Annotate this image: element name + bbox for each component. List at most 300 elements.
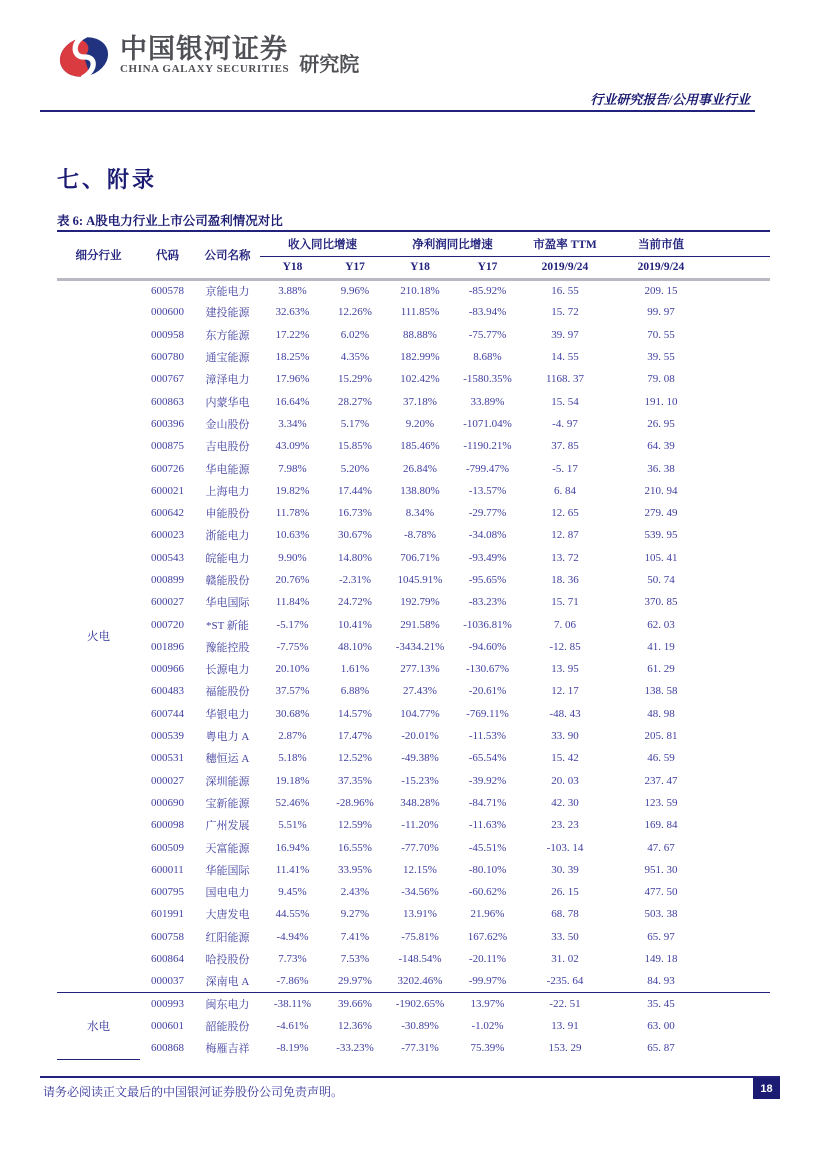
rev-y17-cell: 14.57% [338, 707, 372, 720]
rev-y18-cell: 3.34% [278, 417, 307, 430]
prof-y17-cell: -130.67% [465, 663, 510, 676]
prof-y18-cell: 277.13% [400, 663, 440, 676]
table-row [57, 636, 770, 658]
table-row [57, 859, 770, 881]
table-row [57, 703, 770, 725]
code-cell: 001896 [151, 640, 184, 653]
rev-y17-cell: -2.31% [338, 574, 372, 586]
table-row [57, 1037, 770, 1059]
galaxy-swirl-logo-icon [56, 26, 112, 88]
cap-cell: 539. 95 [644, 529, 678, 542]
pe-cell: 15. 71 [551, 596, 579, 609]
cap-cell: 61. 29 [647, 663, 675, 676]
rev-y17-cell: -28.96% [336, 796, 374, 809]
prof-y18-cell: -15.23% [401, 774, 439, 787]
table-caption: 表 6: A股电力行业上市公司盈利情况对比 [57, 214, 283, 228]
table-row [57, 301, 770, 323]
cap-cell: 65. 87 [647, 1042, 675, 1055]
table-row [57, 435, 770, 457]
pe-cell: 33. 50 [551, 930, 579, 943]
table-row [57, 457, 770, 479]
rev-y17-cell: -33.23% [336, 1042, 374, 1055]
pe-cell: 14. 55 [551, 351, 579, 364]
name-cell: 福能股份 [205, 686, 250, 699]
prof-y17-cell: -1071.04% [463, 417, 512, 430]
cap-cell: 191. 10 [644, 395, 678, 408]
code-cell: 000966 [151, 663, 184, 676]
table-row [57, 658, 770, 680]
rev-y18-cell: 17.96% [275, 373, 310, 386]
prof-y17-cell: -799.47% [465, 462, 510, 475]
header-brand [56, 26, 359, 88]
code-cell: 600744 [151, 707, 184, 720]
prof-y18-cell: 192.79% [400, 596, 440, 609]
rev-y17-cell: 29.97% [338, 975, 372, 988]
prof-y17-cell: 75.39% [470, 1042, 505, 1055]
rev-y18-cell: -38.11% [260, 993, 325, 1015]
prof-y18-cell: 291.58% [400, 618, 440, 631]
code-cell: 600726 [151, 462, 184, 475]
pe-cell: 31. 02 [551, 953, 579, 966]
page-number-badge: 18 [753, 1078, 780, 1099]
code-cell: 000027 [151, 774, 184, 787]
prof-y17-cell: -94.60% [468, 640, 507, 653]
cap-cell: 70. 55 [647, 328, 675, 341]
prof-y17-cell: -1.02% [471, 1019, 504, 1032]
rev-y17-cell: 37.35% [338, 774, 372, 787]
col-group-profit-growth: 净利润同比增速 [385, 231, 520, 256]
prof-y17-cell: -20.61% [468, 685, 507, 698]
pe-cell: -4. 97 [552, 417, 578, 430]
rev-y18-cell: 11.84% [275, 596, 310, 609]
table-row [57, 413, 770, 435]
name-cell: 赣能股份 [205, 575, 250, 587]
cap-cell: 39. 55 [647, 351, 675, 364]
table-row [57, 524, 770, 546]
code-cell: 600011 [151, 863, 184, 876]
prof-y17-cell: -65.54% [468, 752, 507, 765]
name-cell: 东方能源 [205, 329, 250, 342]
rev-y18-cell: 16.94% [275, 841, 310, 854]
pe-cell: 15. 42 [551, 752, 579, 765]
rev-y18-cell: 30.68% [275, 707, 310, 720]
prof-y18-cell: 13.91% [403, 908, 437, 921]
pe-cell: 39. 97 [551, 328, 579, 341]
name-cell: 闽东电力 [195, 993, 260, 1015]
pe-cell: 26. 15 [551, 886, 579, 899]
name-cell: 华电能源 [205, 463, 250, 476]
rev-y17-cell: 9.27% [340, 908, 370, 921]
prof-y18-cell: -75.81% [401, 930, 439, 943]
rev-y17-cell: 12.36% [338, 1019, 372, 1032]
rev-y17-cell: 7.41% [340, 930, 370, 943]
prof-y17-cell: -80.10% [468, 863, 507, 876]
rev-y17-cell: 12.59% [338, 819, 372, 832]
prof-y17-cell: -1580.35% [463, 373, 512, 386]
table-row [57, 970, 770, 992]
cap-cell: 210. 94 [644, 484, 678, 497]
rev-y17-cell: 9.96% [340, 284, 370, 297]
pe-cell: 12. 65 [551, 507, 579, 520]
cap-cell: 138. 58 [644, 685, 678, 698]
cap-cell: 50. 74 [647, 574, 675, 586]
cap-cell: 477. 50 [644, 886, 678, 899]
cap-cell: 65. 97 [647, 930, 675, 943]
rev-y17-cell: 30.67% [338, 529, 372, 542]
table-row [57, 993, 770, 1015]
name-cell: 华电国际 [205, 597, 250, 610]
table-row [57, 502, 770, 524]
report-type-label: 行业研究报告/公用事业行业 [590, 92, 750, 107]
pe-cell: 16. 55 [551, 284, 579, 297]
name-cell: 广州发展 [205, 820, 250, 833]
rev-y18-cell: 11.41% [275, 863, 310, 876]
code-cell: 600021 [151, 484, 184, 497]
prof-y17-cell: 33.89% [470, 395, 505, 408]
cap-cell: 36. 38 [647, 462, 675, 475]
prof-y17-cell: -45.51% [468, 841, 507, 854]
prof-y17-cell: -85.92% [468, 284, 507, 297]
prof-y17-cell: -34.08% [468, 529, 507, 542]
code-cell: 600642 [151, 507, 184, 520]
cap-cell: 370. 85 [644, 596, 678, 609]
disclaimer-text: 请务必阅读正文最后的中国银河证券股份公司免责声明。 [43, 1085, 344, 1099]
code-cell: 600868 [151, 1042, 184, 1055]
prof-y17-cell: -13.57% [468, 484, 507, 497]
table-row [57, 770, 770, 792]
prof-y18-cell: -34.56% [401, 886, 439, 899]
prof-y17-cell: -84.71% [468, 796, 507, 809]
profit-comparison-table [57, 230, 770, 1060]
pe-cell: 7. 06 [554, 618, 576, 631]
brand-name-cn: 中国银河证券 [120, 34, 288, 64]
cap-cell: 48. 98 [647, 707, 675, 720]
table-row [57, 368, 770, 390]
cap-cell: 169. 84 [644, 819, 678, 832]
rev-y17-cell: 4.35% [340, 351, 370, 364]
rev-y18-cell: -7.86% [276, 975, 309, 988]
prof-y17-cell: -83.94% [468, 306, 507, 319]
cap-cell: 105. 41 [644, 551, 678, 564]
pe-cell: 12. 87 [551, 529, 579, 542]
cap-cell: 79. 08 [647, 373, 675, 386]
name-cell: 申能股份 [205, 508, 250, 521]
table-row [57, 279, 770, 301]
prof-y18-cell: 12.15% [403, 863, 437, 876]
name-cell: 通宝能源 [205, 352, 250, 365]
pe-cell: 13. 91 [551, 1019, 579, 1032]
prof-y17-cell: 167.62% [467, 930, 508, 943]
name-cell: 红阳能源 [205, 931, 250, 944]
prof-y18-cell: -30.89% [401, 1019, 439, 1032]
code-cell: 000690 [151, 796, 184, 809]
prof-y17-cell: -20.11% [468, 953, 507, 966]
header-divider [40, 110, 755, 112]
rev-y17-cell: 48.10% [338, 640, 372, 653]
cap-cell: 63. 00 [647, 1019, 675, 1032]
table-row [57, 881, 770, 903]
name-cell: 深南电 A [205, 976, 250, 989]
cap-cell: 99. 97 [647, 306, 675, 319]
rev-y18-cell: 32.63% [275, 306, 310, 319]
pe-cell: 153. 29 [548, 1042, 582, 1055]
pe-cell: 12. 17 [551, 685, 579, 698]
prof-y17-cell: -60.62% [468, 886, 507, 899]
table-row [57, 613, 770, 635]
prof-y18-cell: -11.20% [401, 819, 439, 832]
name-cell: 华银电力 [205, 708, 250, 721]
brand-name-en: CHINA GALAXY SECURITIES [120, 63, 290, 76]
prof-y18-cell: 37.18% [403, 395, 437, 408]
col-header-name: 公司名称 [195, 231, 260, 279]
prof-y17-cell: 13.97% [455, 993, 520, 1015]
code-cell: 600027 [151, 596, 184, 609]
prof-y17-cell: -1036.81% [463, 618, 512, 631]
section-title: 七、附录 [57, 167, 158, 192]
code-cell: 600483 [151, 685, 184, 698]
subheader-prof-y17: Y17 [455, 256, 520, 279]
pe-cell: 15. 54 [551, 395, 579, 408]
table-row [57, 747, 770, 769]
name-cell: 建投能源 [205, 307, 250, 320]
cap-cell: 35. 45 [610, 993, 770, 1015]
subheader-cap-date: 2019/9/24 [610, 256, 770, 279]
prof-y17-cell: -83.23% [468, 596, 507, 609]
name-cell: 天富能源 [205, 842, 250, 855]
code-cell: 000601 [151, 1019, 184, 1032]
subheader-rev-y17: Y17 [325, 256, 385, 279]
code-cell: 600578 [151, 284, 184, 297]
rev-y17-cell: 12.26% [338, 306, 372, 319]
pe-cell: 42. 30 [551, 796, 579, 809]
name-cell: 豫能控股 [205, 641, 250, 654]
rev-y18-cell: 7.98% [278, 462, 307, 475]
rev-y18-cell: 9.90% [278, 551, 307, 564]
prof-y18-cell: -1902.65% [385, 993, 455, 1015]
code-cell: 600780 [151, 351, 184, 364]
rev-y18-cell: 16.64% [275, 395, 310, 408]
rev-y18-cell: 19.18% [275, 774, 310, 787]
rev-y17-cell: 5.17% [340, 417, 370, 430]
rev-y17-cell: 16.73% [338, 507, 372, 520]
code-cell: 000037 [151, 975, 184, 988]
name-cell: 国电电力 [205, 887, 250, 900]
prof-y17-cell: -1190.21% [463, 440, 512, 453]
name-cell: 浙能电力 [205, 530, 250, 543]
subheader-pe-date: 2019/9/24 [520, 256, 610, 279]
rev-y18-cell: -7.75% [276, 640, 309, 653]
pe-cell: -48. 43 [549, 707, 581, 720]
name-cell: 吉电股份 [205, 441, 250, 454]
rev-y17-cell: 6.02% [340, 328, 370, 341]
code-cell: 000543 [151, 551, 184, 564]
code-cell: 600758 [151, 930, 184, 943]
code-cell: 601991 [151, 908, 184, 921]
col-header-industry: 细分行业 [57, 231, 140, 279]
cap-cell: 46. 59 [647, 752, 675, 765]
rev-y17-cell: 6.88% [340, 685, 370, 698]
cap-cell: 123. 59 [644, 796, 678, 809]
prof-y17-cell: -39.92% [468, 774, 507, 787]
rev-y17-cell: 2.43% [340, 886, 370, 899]
name-cell: 深圳能源 [205, 775, 250, 788]
name-cell: 皖能电力 [205, 552, 250, 565]
prof-y18-cell: 9.20% [405, 417, 435, 430]
rev-y17-cell: 15.29% [338, 373, 372, 386]
prof-y18-cell: 185.46% [400, 440, 440, 453]
code-cell: 000993 [140, 993, 195, 1015]
rev-y18-cell: 5.18% [278, 752, 307, 765]
prof-y18-cell: -49.38% [401, 752, 439, 765]
table-row [57, 346, 770, 368]
name-cell: 哈投股份 [205, 954, 250, 967]
cap-cell: 209. 15 [644, 284, 678, 297]
rev-y18-cell: 3.88% [278, 284, 307, 297]
prof-y17-cell: -95.65% [468, 574, 507, 586]
table-row [57, 903, 770, 925]
cap-cell: 47. 67 [647, 841, 675, 854]
col-group-market-cap: 当前市值 [610, 231, 770, 256]
code-cell: 000539 [151, 730, 184, 743]
prof-y18-cell: -8.78% [403, 529, 437, 542]
name-cell: 粤电力 A [205, 731, 250, 744]
rev-y18-cell: 11.78% [275, 507, 310, 520]
rev-y17-cell: 12.52% [338, 752, 372, 765]
pe-cell: -22. 51 [520, 993, 610, 1015]
prof-y18-cell: 26.84% [403, 462, 437, 475]
code-cell: 000875 [151, 440, 184, 453]
rev-y18-cell: 10.63% [275, 529, 310, 542]
cap-cell: 26. 95 [647, 417, 675, 430]
pe-cell: 33. 90 [551, 730, 579, 743]
prof-y17-cell: -11.63% [468, 819, 507, 832]
prof-y17-cell: 8.68% [473, 351, 502, 364]
industry-group-cell: 火电 [57, 279, 140, 993]
code-cell: 600795 [151, 886, 184, 899]
prof-y17-cell: -11.53% [468, 730, 507, 743]
prof-y18-cell: 1045.91% [397, 574, 443, 586]
rev-y18-cell: -4.61% [276, 1019, 309, 1032]
cap-cell: 503. 38 [644, 908, 678, 921]
name-cell: 梅雁吉祥 [205, 1043, 250, 1056]
rev-y18-cell: 7.73% [278, 953, 307, 966]
name-cell: 京能电力 [205, 285, 250, 298]
rev-y17-cell: 17.44% [338, 484, 372, 497]
cap-cell: 149. 18 [644, 953, 678, 966]
rev-y18-cell: 2.87% [278, 730, 307, 743]
rev-y17-cell: 5.20% [340, 462, 370, 475]
cap-cell: 64. 39 [647, 440, 675, 453]
code-cell: 600863 [151, 395, 184, 408]
pe-cell: -235. 64 [546, 975, 584, 988]
subheader-rev-y18: Y18 [260, 256, 325, 279]
table-row [57, 1015, 770, 1037]
prof-y18-cell: 706.71% [400, 551, 440, 564]
rev-y17-cell: 15.85% [338, 440, 372, 453]
prof-y17-cell: -769.11% [466, 707, 509, 720]
rev-y17-cell: 14.80% [338, 551, 372, 564]
table-row [57, 948, 770, 970]
rev-y18-cell: 9.45% [278, 886, 307, 899]
rev-y17-cell: 7.53% [340, 953, 370, 966]
name-cell: *ST 新能 [206, 619, 249, 632]
code-cell: 000531 [151, 752, 184, 765]
name-cell: 上海电力 [205, 485, 250, 498]
name-cell: 长源电力 [205, 664, 250, 677]
prof-y18-cell: 348.28% [400, 796, 440, 809]
table-row [57, 836, 770, 858]
pe-cell: -103. 14 [546, 841, 584, 854]
code-cell: 600864 [151, 953, 184, 966]
table-row [57, 547, 770, 569]
col-group-revenue-growth: 收入同比增速 [260, 231, 385, 256]
rev-y17-cell: 28.27% [338, 395, 372, 408]
cap-cell: 41. 19 [647, 640, 675, 653]
cap-cell: 951. 30 [644, 863, 678, 876]
rev-y18-cell: -4.94% [276, 930, 309, 943]
rev-y18-cell: 20.76% [275, 574, 310, 586]
prof-y18-cell: 3202.46% [397, 975, 443, 988]
rev-y17-cell: 24.72% [338, 596, 372, 609]
name-cell: 大唐发电 [205, 909, 250, 922]
table-row [57, 390, 770, 412]
prof-y18-cell: 102.42% [400, 373, 440, 386]
prof-y18-cell: 182.99% [400, 351, 440, 364]
rev-y18-cell: 17.22% [275, 328, 310, 341]
name-cell: 韶能股份 [205, 1020, 250, 1033]
rev-y17-cell: 17.47% [338, 730, 372, 743]
table-body [57, 279, 770, 1059]
rev-y18-cell: -5.17% [276, 618, 309, 631]
cap-cell: 62. 03 [647, 618, 675, 631]
pe-cell: -12. 85 [549, 640, 581, 653]
rev-y17-cell: 39.66% [325, 993, 385, 1015]
code-cell: 000720 [151, 618, 184, 631]
name-cell: 穗恒运 A [205, 753, 250, 766]
cap-cell: 237. 47 [644, 774, 678, 787]
col-group-pe-ttm: 市盈率 TTM [520, 231, 610, 256]
rev-y18-cell: 43.09% [275, 440, 310, 453]
rev-y17-cell: 16.55% [338, 841, 372, 854]
name-cell: 内蒙华电 [205, 396, 250, 409]
cap-cell: 279. 49 [644, 507, 678, 520]
prof-y18-cell: 111.85% [400, 306, 440, 319]
rev-y18-cell: 5.51% [278, 819, 307, 832]
table-row [57, 680, 770, 702]
prof-y17-cell: -93.49% [468, 551, 507, 564]
pe-cell: 13. 72 [551, 551, 579, 564]
pe-cell: -5. 17 [552, 462, 578, 475]
brand-institute: 研究院 [299, 54, 360, 76]
code-cell: 600509 [151, 841, 184, 854]
pe-cell: 23. 23 [551, 819, 579, 832]
subheader-prof-y18: Y18 [385, 256, 455, 279]
name-cell: 华能国际 [205, 864, 250, 877]
prof-y17-cell: 21.96% [470, 908, 505, 921]
footer-divider [40, 1076, 780, 1078]
prof-y18-cell: -3434.21% [395, 640, 445, 653]
prof-y17-cell: -99.97% [468, 975, 507, 988]
rev-y18-cell: 18.25% [275, 351, 310, 364]
name-cell: 漳泽电力 [205, 374, 250, 387]
pe-cell: 37. 85 [551, 440, 579, 453]
table-row [57, 591, 770, 613]
code-cell: 000899 [151, 574, 184, 586]
rev-y18-cell: 37.57% [275, 685, 310, 698]
table-row [57, 926, 770, 948]
col-header-code: 代码 [140, 231, 195, 279]
prof-y18-cell: 138.80% [400, 484, 440, 497]
